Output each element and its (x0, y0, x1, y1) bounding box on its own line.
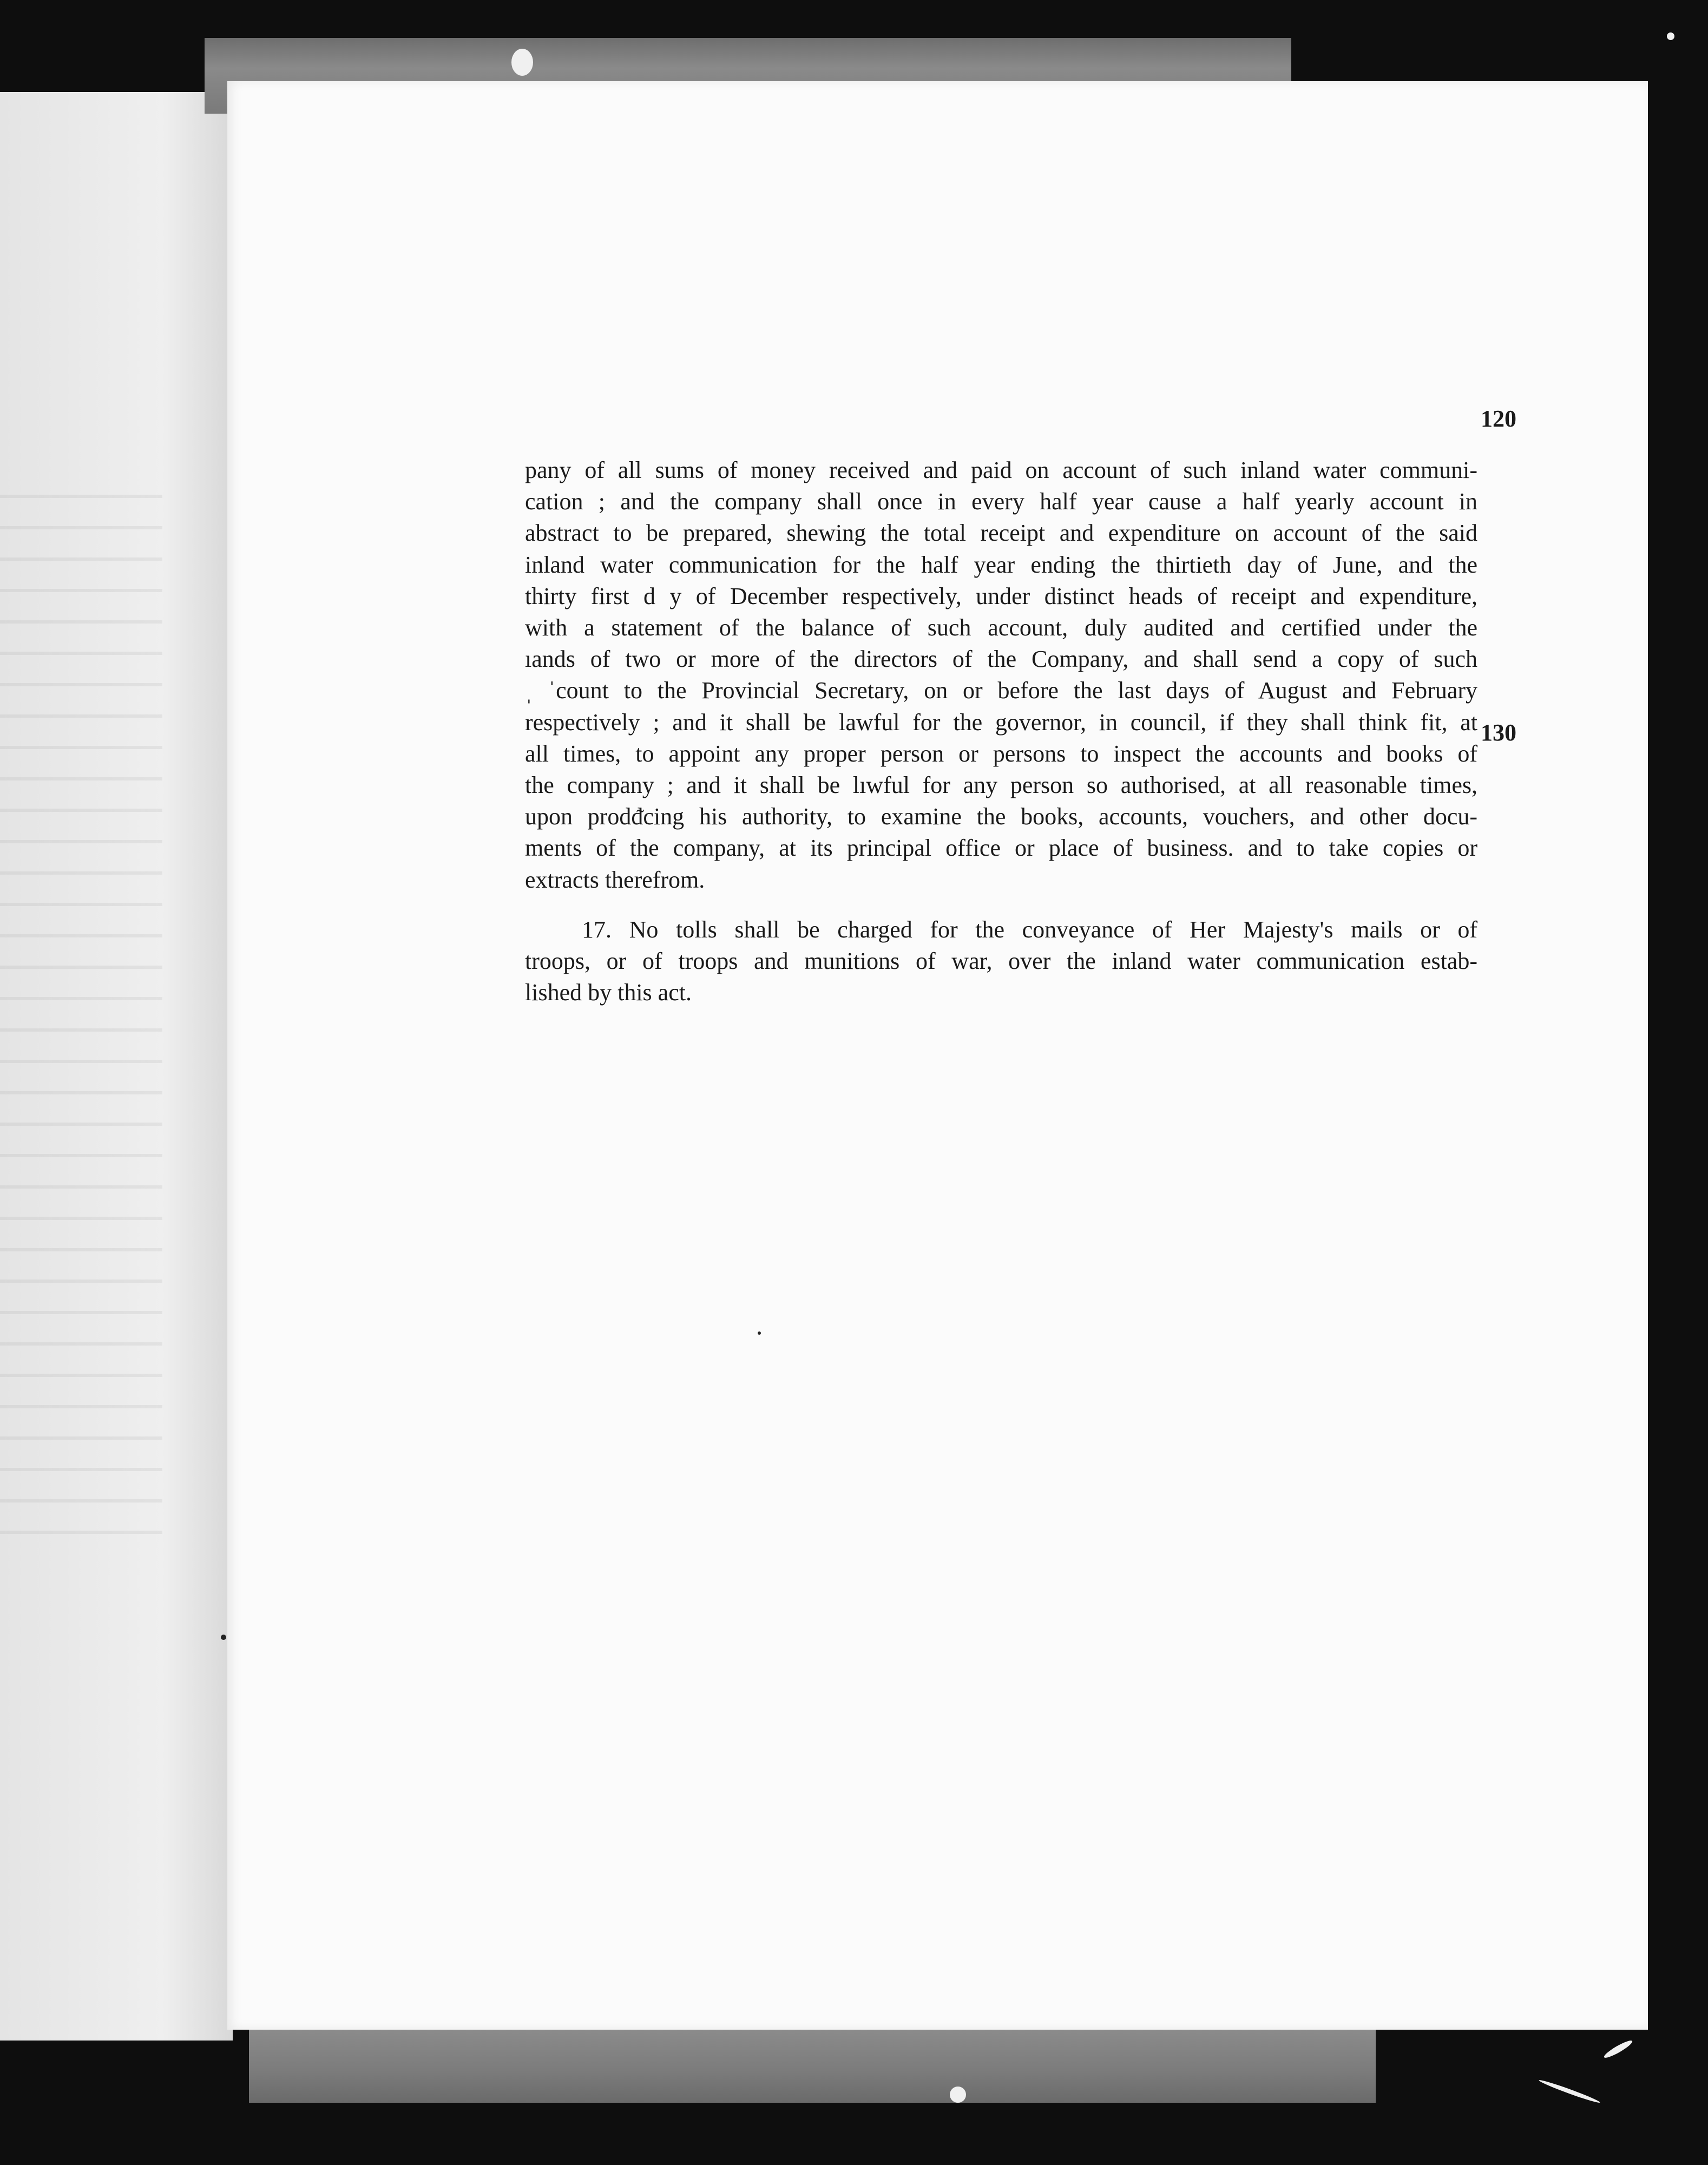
section-17-line: lished by this act. (525, 979, 692, 1006)
bottom-tape-strip (249, 2027, 1376, 2103)
document-page (227, 81, 1648, 2030)
film-speck (1667, 32, 1674, 40)
text-line: respectively ; and it shall be lawful for the governor, in council, if they shall think fit, at (525, 708, 1477, 736)
line-number-130: 130 (1481, 719, 1516, 746)
text-line: upon prodᵭcing his authority, to examine the books, accounts, vouchers, and other docu- (525, 803, 1477, 830)
text-line: extracts therefrom. (525, 866, 705, 893)
text-line: cation ; and the company shall once in every half year cause a half yearly account in (525, 488, 1477, 515)
film-speck (758, 1331, 761, 1335)
left-page-ghost-text (0, 471, 162, 1553)
paragraph-gap (525, 896, 1477, 914)
film-speck (950, 2087, 966, 2103)
text-line: all times, to appoint any proper person or persons to inspect the accounts and books of (525, 740, 1477, 767)
line-number-120: 120 (1481, 405, 1516, 432)
text-line: ıands of two or more of the directors of the Company, and shall send a copy of such (525, 646, 1477, 673)
text-line: ments of the company, at its principal office or place of business. and to take copies or (525, 835, 1477, 862)
text-line: thirty first d y of December respectively, under distinct heads of receipt and expenditure, (525, 582, 1477, 609)
section-17-line: troops, or of troops and munitions of war, over the inland water communication estab- (525, 948, 1477, 975)
text-line: inland water communication for the half year ending the thirtieth day of June, and the (525, 551, 1477, 578)
text-line: ˌ ˈcount to the Provincial Secretary, on or before the last days of August and February (525, 677, 1477, 704)
left-facing-page (0, 92, 233, 2041)
body-text (525, 455, 1477, 1008)
text-line: the company ; and it shall be lıwful for any person so authorised, at all reasonable times, (525, 772, 1477, 799)
film-speck (221, 1635, 226, 1640)
text-line: with a statement of the balance of such account, duly audited and certified under the (525, 614, 1477, 641)
text-line: abstract to be prepared, shewing the total receipt and expenditure on account of the said (525, 520, 1477, 547)
section-17-line: 17. No tolls shall be charged for the conveyance of Her Majesty's mails or of (582, 916, 1477, 943)
text-line: pany of all sums of money received and paid on account of such inland water communi- (525, 457, 1477, 483)
film-speck (511, 49, 533, 76)
